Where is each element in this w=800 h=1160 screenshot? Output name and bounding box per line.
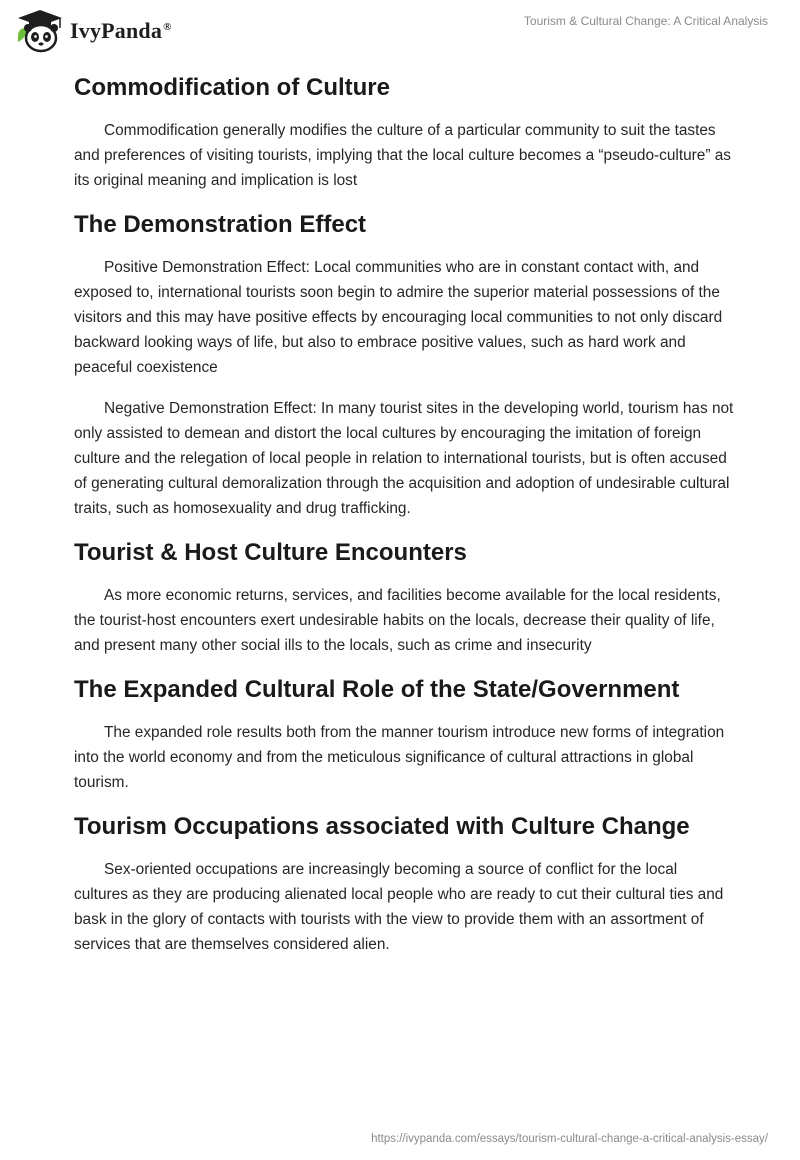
ivypanda-logo[interactable] <box>14 8 172 54</box>
section-occupations <box>74 811 734 957</box>
section-heading: Tourism Occupations associated with Culture Change <box>74 813 690 840</box>
document-title: Tourism & Cultural Change: A Critical Analysis <box>523 14 768 28</box>
paragraph: Commodification generally modifies the culture of a particular community to suit the tastes and preferences of visiting tourists, implying that the local culture becomes a “pseudo-culture” as its original meaning and implication is lost <box>74 122 731 189</box>
section-heading: Commodification of Culture <box>74 74 390 101</box>
paragraph: Positive Demonstration Effect: Local communities who are in constant contact with, and exposed to, international tourists soon begin to admire the superior material possessions of the visitors and this may have positive effects by encouraging local communities to not only discard backward looking ways of life, but also to embrace positive values, such as hard work and peaceful coexistence <box>74 259 723 376</box>
section-heading: Tourist & Host Culture Encounters <box>74 539 467 566</box>
paragraph: Negative Demonstration Effect: In many tourist sites in the developing world, tourism has not only assisted to demean and distort the local cultures by encouraging the imitation of foreign culture and the relegation of local people in relation to international tourists, but is often accused of generating cultural demoralization through the acquisition and adoption of undesirable cultural traits, such as homosexuality and drug trafficking. <box>74 400 734 517</box>
panda-logo-icon <box>14 8 66 54</box>
section-commodification <box>74 72 734 193</box>
source-url[interactable]: https://ivypanda.com/essays/tourism-cultural-change-a-critical-analysis-essay/ <box>371 1133 768 1145</box>
section-heading: The Expanded Cultural Role of the State/Government <box>74 676 680 703</box>
section-heading: The Demonstration Effect <box>74 211 367 238</box>
paragraph: The expanded role results both from the manner tourism introduce new forms of integration into the world economy and from the meticulous significance of cultural attractions in global tourism. <box>74 724 725 791</box>
essay-content <box>74 72 734 973</box>
section-demonstration-effect <box>74 209 734 521</box>
paragraph: As more economic returns, services, and facilities become available for the local residents, the tourist-host encounters exert undesirable habits on the locals, decrease their quality of life, and present many other social ills to the locals, such as crime and insecurity <box>74 587 721 654</box>
brand-name: IvyPanda® <box>70 18 172 43</box>
paragraph: Sex-oriented occupations are increasingly becoming a source of conflict for the local cultures as they are producing alienated local people who are ready to cut their cultural ties and bask in the glory of contacts with tourists with the view to provide them with an assortment of services that are themselves considered alien. <box>74 861 724 953</box>
section-state-role <box>74 674 734 795</box>
page-header <box>0 0 800 60</box>
section-host-encounters <box>74 537 734 658</box>
